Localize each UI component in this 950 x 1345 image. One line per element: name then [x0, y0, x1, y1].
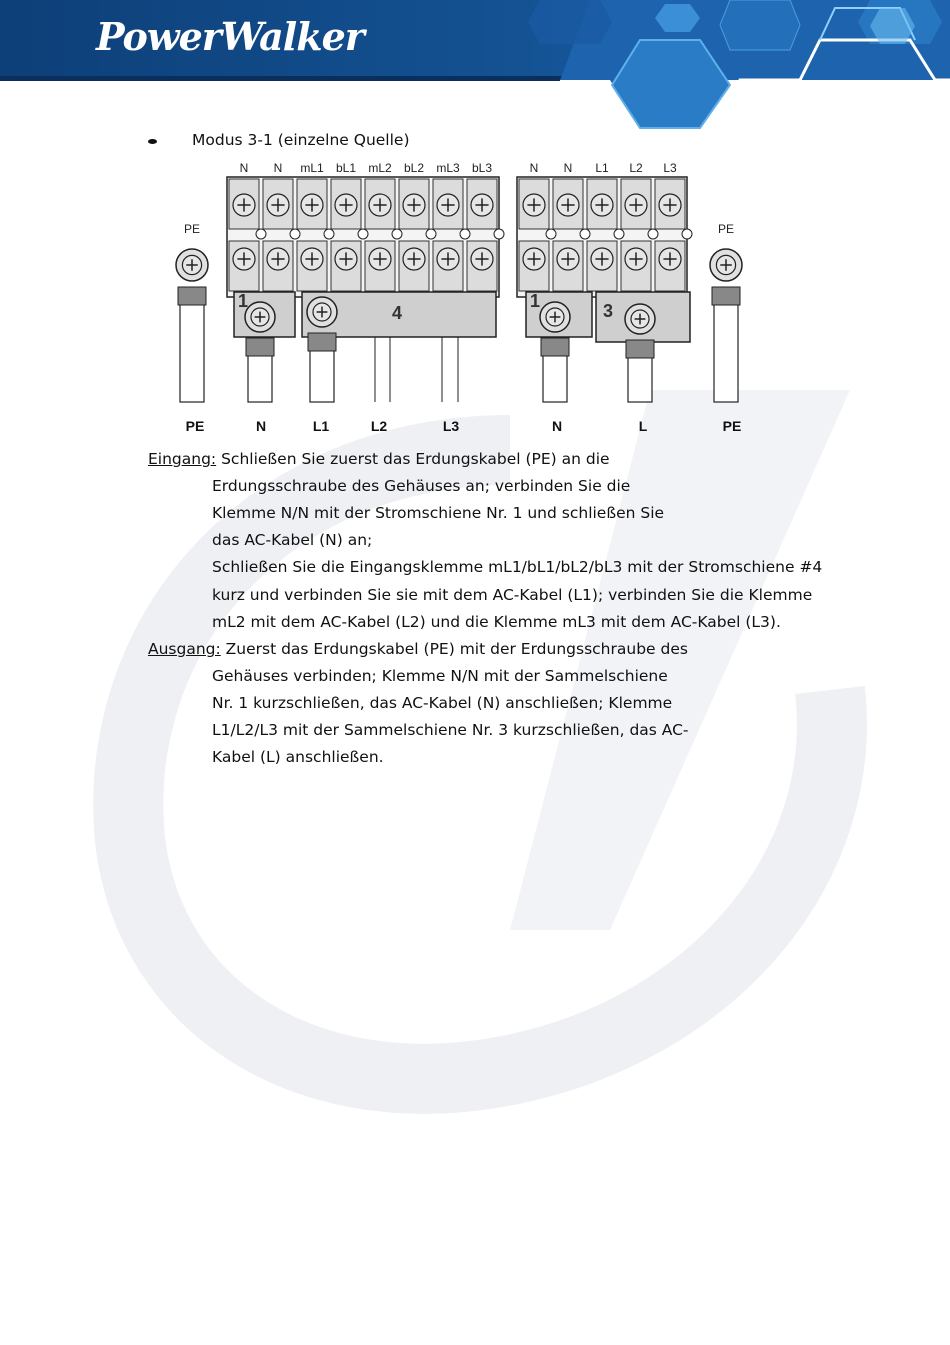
cable-n-right-sleeve: [541, 338, 569, 356]
text-line: [212, 530, 372, 550]
bottom-label: L2: [370, 418, 388, 434]
header-banner: [0, 0, 950, 130]
bottom-label: PE: [722, 418, 742, 434]
terminal-label: mL2: [368, 161, 392, 175]
terminal-label: bL1: [335, 161, 357, 175]
busbar-1-right-label: 1: [530, 291, 541, 311]
text-content: Gehäuses verbinden; Klemme N/N mit der Sammelschiene: [212, 667, 668, 686]
terminal-label: N: [529, 161, 539, 175]
terminal-label: bL2: [403, 161, 425, 175]
section-label: Eingang:: [148, 450, 217, 468]
terminal-label: N: [239, 161, 249, 175]
bottom-label: N: [551, 418, 563, 434]
cable-l-right-sleeve: [626, 340, 654, 358]
terminal-label: bL3: [471, 161, 493, 175]
text-content: Kabel (L) anschließen.: [212, 748, 384, 767]
bottom-label: PE: [185, 418, 205, 434]
bullet-dot: [148, 139, 157, 144]
text-line: [212, 557, 822, 577]
text-content: Schließen Sie die Eingangsklemme mL1/bL1/bL2/bL3 mit der Stromschiene #4: [212, 558, 823, 577]
terminal-hole: [358, 229, 368, 239]
text-content: Klemme N/N mit der Stromschiene Nr. 1 und schließen Sie: [212, 504, 665, 523]
text-line: [212, 666, 668, 686]
wiring-diagram: [170, 157, 770, 440]
terminal-label: N: [563, 161, 573, 175]
text-line: [148, 449, 610, 469]
terminal-hole: [682, 229, 692, 239]
terminal-hole: [460, 229, 470, 239]
text-line: [212, 612, 781, 632]
bottom-label: L1: [312, 418, 330, 434]
cable-l1: [310, 345, 334, 402]
terminal-hole: [290, 229, 300, 239]
terminal-hole: [614, 229, 624, 239]
terminal-hole: [546, 229, 556, 239]
cable-l1-sleeve: [308, 333, 336, 351]
cable-n-left-sleeve: [246, 338, 274, 356]
text-content: Nr. 1 kurzschließen, das AC-Kabel (N) anschließen; Klemme: [212, 694, 673, 713]
busbar-3-label: 3: [603, 301, 614, 321]
text-line: [212, 476, 630, 496]
section-title: Modus 3-1 (einzelne Quelle): [192, 131, 410, 149]
bottom-label: N: [255, 418, 267, 434]
bottom-label: L: [638, 418, 648, 434]
text-content: Zuerst das Erdungskabel (PE) mit der Erdungsschraube des: [220, 640, 688, 658]
terminal-hole: [256, 229, 266, 239]
cable-pe-left: [180, 299, 204, 402]
text-content: Schließen Sie zuerst das Erdungskabel (PE) an die: [216, 450, 610, 468]
cable-n-left: [248, 350, 272, 402]
cable-pe-left-sleeve: [178, 287, 206, 305]
terminal-label: mL1: [300, 161, 324, 175]
terminal-hole: [426, 229, 436, 239]
pe-right-label: PE: [717, 222, 735, 236]
terminal-blocks: [176, 177, 742, 402]
pe-left-label: PE: [183, 222, 201, 236]
cable-n-right: [543, 350, 567, 402]
terminal-label: L2: [629, 161, 643, 175]
cable-pe-right-sleeve: [712, 287, 740, 305]
terminal-label: L1: [595, 161, 609, 175]
brand-logo: PowerWalker: [96, 14, 364, 59]
text-content: das AC-Kabel (N) an;: [212, 531, 373, 550]
cable-pe-right: [714, 299, 738, 402]
text-line: [148, 639, 688, 659]
text-content: Erdungsschraube des Gehäuses an; verbinden Sie die: [212, 477, 631, 496]
text-line: [212, 503, 664, 523]
bottom-label: L3: [442, 418, 460, 434]
terminal-label: L3: [663, 161, 677, 175]
terminal-label: mL3: [436, 161, 460, 175]
cable-l-right: [628, 352, 652, 402]
text-content: mL2 mit dem AC-Kabel (L2) und die Klemme mL3 mit dem AC-Kabel (L3).: [212, 612, 781, 631]
text-content: L1/L2/L3 mit der Sammelschiene Nr. 3 kurzschließen, das AC-: [212, 721, 689, 740]
busbar-4-label: 4: [392, 303, 403, 323]
text-line: [212, 693, 672, 713]
terminal-hole: [648, 229, 658, 239]
terminal-hole: [324, 229, 334, 239]
terminal-hole: [392, 229, 402, 239]
section-label: Ausgang:: [148, 640, 221, 658]
text-content: kurz und verbinden Sie sie mit dem AC-Kabel (L1); verbinden Sie die Klemme: [212, 585, 813, 604]
terminal-hole: [580, 229, 590, 239]
text-line: [212, 585, 812, 605]
text-line: [212, 720, 689, 740]
busbar-1-left-label: 1: [238, 291, 249, 311]
text-line: [212, 747, 384, 767]
terminal-hole: [494, 229, 504, 239]
terminal-label: N: [273, 161, 283, 175]
